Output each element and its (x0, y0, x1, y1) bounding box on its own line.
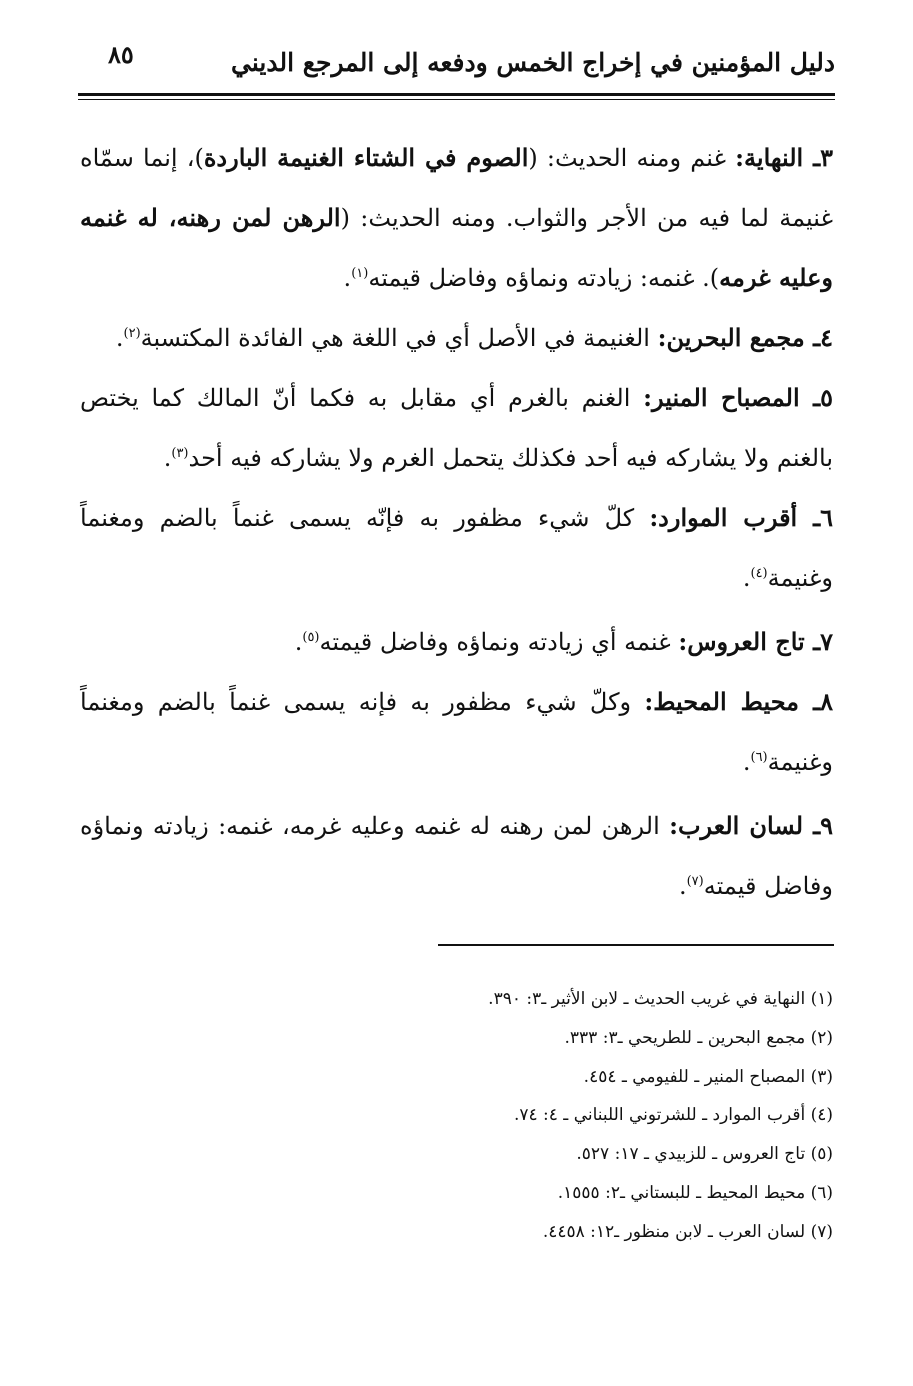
entry-label: ٧ـ تاج العروس: (678, 627, 833, 656)
footnote-5: (٥) تاج العروس ـ للزبيدي ـ ١٧: ٥٢٧. (576, 1144, 833, 1165)
footnote-ref[interactable]: (١) (351, 266, 369, 281)
entry-label: ٦ـ أقرب الموارد: (649, 503, 834, 532)
entry-end: . (742, 564, 751, 592)
entry-text: غنمه أي زيادته ونماؤه وفاضل قيمته (319, 628, 679, 656)
footnote-7: (٧) لسان العرب ـ لابن منظور ـ١٢: ٤٤٥٨. (542, 1221, 833, 1242)
entry-lisan (80, 796, 833, 916)
entry-text: غنم ومنه الحديث: ( (528, 144, 736, 172)
entry-text: الغنيمة في الأصل أي في اللغة هي الفائدة المكتسبة (140, 324, 658, 352)
footnote-ref[interactable]: (٣) (171, 446, 189, 461)
entry-text: كلّ شيء مظفور به فإنّه يسمى غنماً بالضم ومغنماً وغنيمة (80, 504, 833, 592)
header-rule-thin (78, 99, 835, 100)
entry-label: ٩ـ لسان العرب: (669, 811, 834, 840)
entry-text: )، إنما سمّاه غنيمة لما فيه من الأجر والثواب. ومنه الحديث: ( (80, 144, 834, 232)
book-title: دليل المؤمنين في إخراج الخمس ودفعه إلى المرجع الديني (230, 48, 835, 77)
footnote-ref[interactable]: (٧) (686, 874, 704, 889)
footnote-ref[interactable]: (٢) (123, 326, 141, 341)
header-rule-thick (78, 93, 835, 96)
entry-label: ٣ـ النهاية: (735, 143, 833, 172)
running-header (78, 30, 835, 90)
footnote-3: (٣) المصباح المنير ـ للفيومي ـ ٤٥٤. (583, 1066, 833, 1087)
footnote-6: (٦) محيط المحيط ـ للبستاني ـ٢: ١٥٥٥. (557, 1182, 833, 1203)
entry-label: ٤ـ مجمع البحرين: (657, 323, 833, 352)
entry-nihaya (80, 128, 833, 308)
page-number: ٨٥ (108, 40, 134, 69)
footnote-ref[interactable]: (٦) (750, 750, 768, 765)
entry-end: . (294, 628, 303, 656)
footnote-separator (438, 944, 834, 946)
entry-taj (80, 612, 833, 672)
hadith-quote: الرهن لمن رهنه، له غنمه وعليه غرمه (80, 203, 833, 292)
entry-label: ٨ـ محيط المحيط: (644, 687, 833, 716)
entry-end: . (742, 748, 751, 776)
footnotes (313, 980, 833, 1252)
entry-end: . (163, 444, 172, 472)
entry-text: ). غنمه: زيادته ونماؤه وفاضل قيمته (368, 264, 720, 292)
entry-aqrab (80, 488, 833, 608)
footnote-1: (١) النهاية في غريب الحديث ـ لابن الأثير ـ٣: ٣٩٠. (488, 989, 833, 1009)
entry-text: الرهن لمن رهنه له غنمه وعليه غرمه، غنمه: زيادته ونماؤه وفاضل قيمته (80, 812, 833, 900)
entry-majma (80, 308, 833, 368)
footnote-ref[interactable]: (٤) (750, 566, 768, 581)
entry-text: الغنم بالغرم أي مقابل به فكما أنّ المالك كما يختص بالغنم ولا يشاركه فيه أحد فكذلك يتحمل الغرم ولا يشاركه فيه أحد (80, 384, 833, 472)
entry-end: . (678, 872, 687, 900)
main-text (80, 128, 833, 916)
entry-end: . (343, 264, 352, 292)
hadith-quote: الصوم في الشتاء الغنيمة الباردة (203, 143, 529, 172)
footnote-2: (٢) مجمع البحرين ـ للطريحي ـ٣: ٣٣٣. (564, 1027, 833, 1048)
entry-misbah (80, 368, 833, 488)
entry-end: . (115, 324, 124, 352)
entry-text: وكلّ شيء مظفور به فإنه يسمى غنماً بالضم ومغنماً وغنيمة (80, 688, 833, 776)
entry-label: ٥ـ المصباح المنير: (643, 383, 833, 412)
footnote-ref[interactable]: (٥) (302, 630, 320, 645)
entry-muhit (80, 672, 833, 792)
footnote-4: (٤) أقرب الموارد ـ للشرتوني اللبناني ـ ٤: ٧٤. (513, 1105, 833, 1126)
